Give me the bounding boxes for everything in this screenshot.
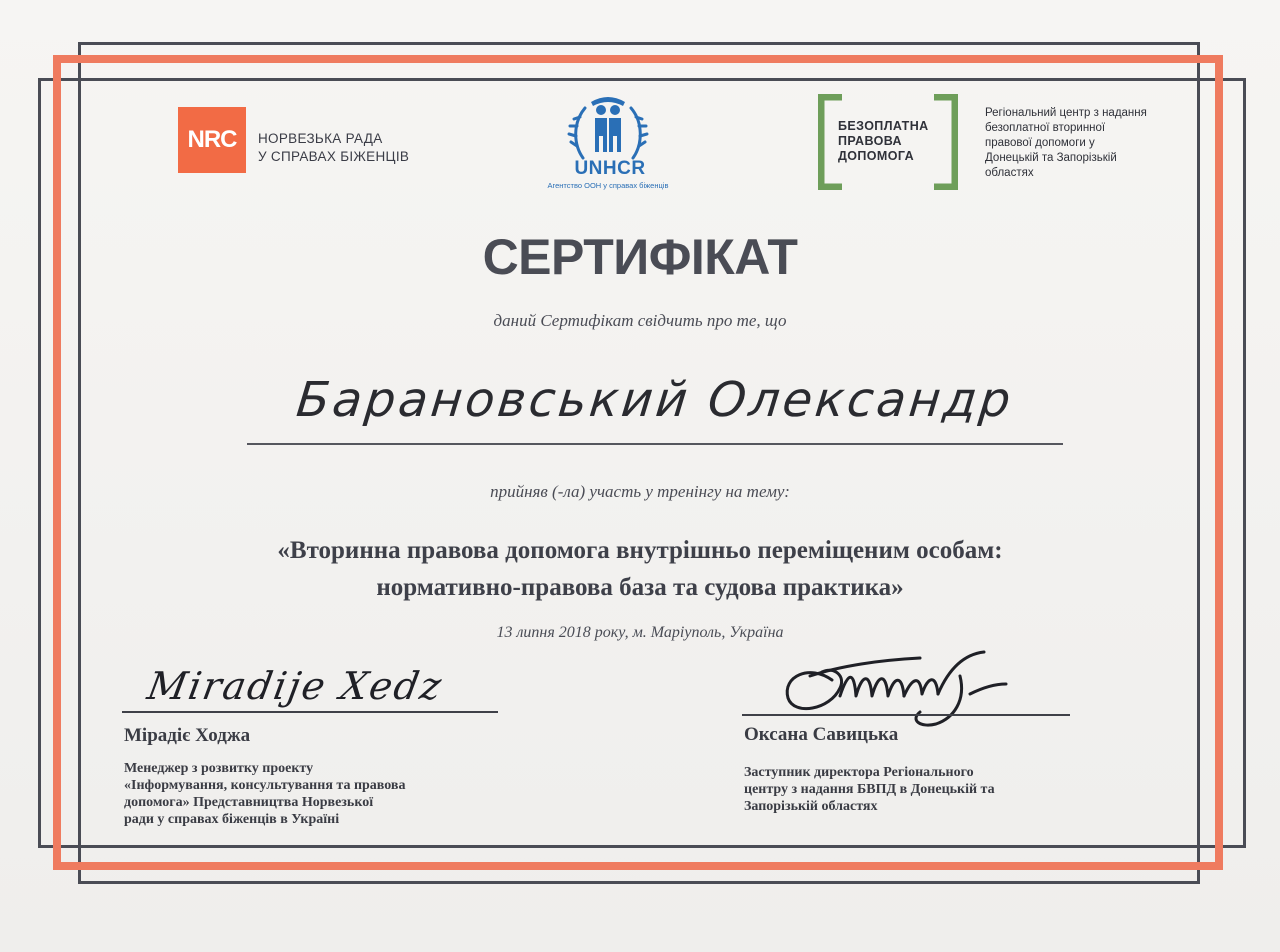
- right-signer-role-line1: Заступник директора Регіонального: [744, 765, 974, 780]
- recipient-name: Барановський Олександр: [293, 372, 1017, 428]
- bpd-line2: ПРАВОВА: [838, 134, 902, 148]
- training-topic-line1: «Вторинна правова допомога внутрішньо переміщеним особам:: [277, 537, 1003, 564]
- unhcr-subtitle: Агентство ООН у справах біженців: [547, 181, 669, 190]
- right-signer-role: [744, 764, 1084, 815]
- regional-center-line4: Донецькій та Запорізькій: [985, 152, 1117, 164]
- training-topic: [140, 532, 1140, 606]
- left-signature-line: [122, 711, 498, 713]
- participation-text: прийняв (-ла) участь у тренінгу на тему:: [490, 482, 790, 501]
- regional-center-line1: Регіональний центр з надання: [985, 107, 1147, 119]
- bpd-logo-text: [838, 119, 948, 164]
- left-signer-role-line2: «Інформування, консультування та правова: [124, 778, 406, 793]
- date-and-place: 13 липня 2018 року, м. Маріуполь, Україна: [496, 624, 784, 641]
- nrc-org-name-line1: НОРВЕЗЬКА РАДА: [258, 131, 383, 146]
- left-signature: Miradije Xedz: [144, 664, 447, 708]
- right-signer-role-line3: Запорізькій областях: [744, 799, 878, 814]
- nrc-org-name: [258, 130, 428, 166]
- left-signer-role: [124, 760, 504, 828]
- left-signer-role-line3: допомога» Представництва Норвезької: [124, 795, 374, 810]
- certificate-intro: даний Сертифікат свідчить про те, що: [493, 311, 787, 330]
- left-signer-name: Мірадіє Ходжа: [124, 725, 251, 746]
- training-topic-line2: нормативно-правова база та судова практика»: [376, 574, 904, 601]
- left-signer-role-line4: ради у справах біженців в Україні: [124, 812, 340, 827]
- right-signature-line: [742, 714, 1070, 716]
- regional-center-line2: безоплатної вторинної: [985, 122, 1106, 134]
- regional-center-line5: областях: [985, 167, 1034, 179]
- right-signer-role-line2: центру з надання БВПД в Донецькій та: [744, 782, 995, 797]
- bpd-line3: ДОПОМОГА: [838, 149, 914, 163]
- nrc-org-name-line2: У СПРАВАХ БІЖЕНЦІВ: [258, 149, 410, 164]
- nrc-logo: NRC: [178, 107, 246, 173]
- certificate-title: СЕРТИФІКАТ: [482, 229, 798, 285]
- regional-center-name: [985, 106, 1185, 181]
- recipient-name-line: [247, 443, 1063, 445]
- bpd-line1: БЕЗОПЛАТНА: [838, 119, 929, 133]
- right-signature: [770, 636, 1030, 736]
- right-signer-name: Оксана Савицька: [744, 724, 899, 745]
- left-signer-role-line1: Менеджер з розвитку проекту: [124, 761, 314, 776]
- unhcr-wordmark: UNHCR: [574, 158, 646, 179]
- regional-center-line3: правової допомоги у: [985, 137, 1095, 149]
- unhcr-emblem-icon: [565, 96, 651, 162]
